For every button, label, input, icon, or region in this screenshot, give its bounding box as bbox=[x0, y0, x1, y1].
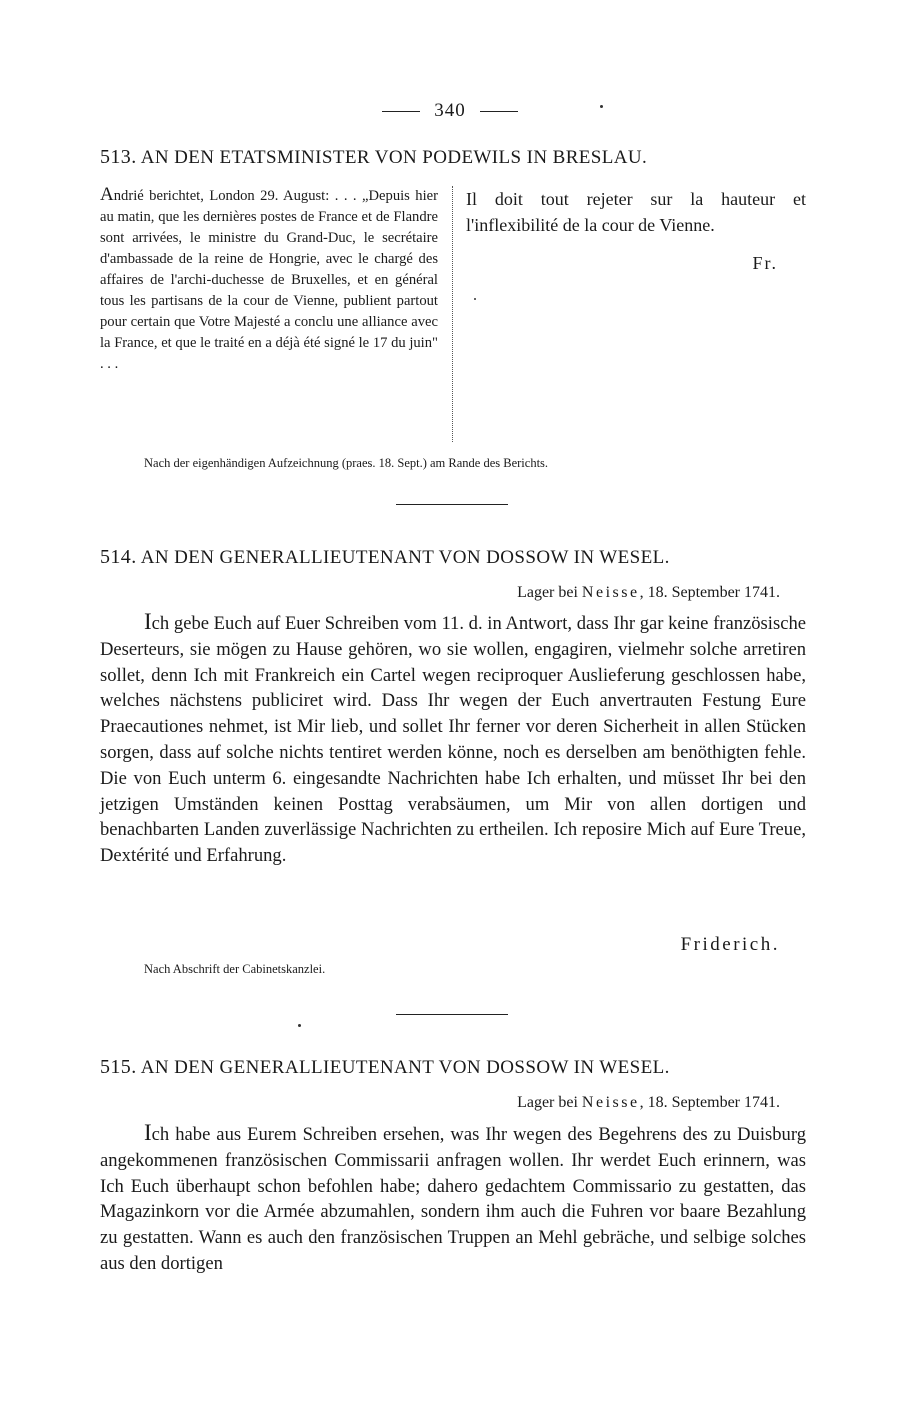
section-rule bbox=[396, 1014, 508, 1015]
letter-514-title: AN DEN GENERALLIEUTENANT VON DOSSOW IN WESEL. bbox=[140, 547, 670, 568]
section-rule bbox=[396, 504, 508, 505]
print-speck bbox=[600, 105, 603, 108]
letter-514-text: ch gebe Euch auf Euer Schreiben vom 11. d. in Antwort, dass Ihr gar keine französische Deserteurs, sie mögen zu Hause gehören, wo sie wollen, engagiren, vielmehr solche arretiren sollet, denn Ich mit Frankreich ein Cartel wegen reciproquer Auslieferung geschlossen habe, welches nächstens publiciret wird. Dass Ihr wegen der Euch anvertrauten Festung Eure Praecautiones nehmet, ist Mir lieb, und sollet Ihr ferner vor deren Sicherheit in allen Stücken sorgen, dass auf solche nichts tentiret werden könne, noch es derselben am benöthigten fehle. Die von Euch unterm 6. eingesandte Nachrichten habe Ich erhalten, und müsset Ihr bei den jetzigen Umständen keinen Posttag verabsäumen, um Mir von allen dortigen und benachbarten Landen zuverlässige Nachrichten zu ertheilen. Ich reposire Mich auf Eure Treue, Dextérité und Erfahrung. bbox=[100, 613, 806, 867]
page-number bbox=[0, 100, 900, 122]
letter-514-date-suffix: , 18. September 1741. bbox=[639, 584, 780, 601]
letter-514-body bbox=[100, 609, 806, 869]
letter-513-number: 513. bbox=[100, 146, 137, 168]
letter-515-number: 515. bbox=[100, 1056, 137, 1078]
letter-515-title: AN DEN GENERALLIEUTENANT VON DOSSOW IN WESEL. bbox=[140, 1057, 670, 1078]
letter-513-reply-column bbox=[466, 186, 806, 273]
letter-515-dateline bbox=[517, 1094, 780, 1112]
letter-515-date-prefix: Lager bei bbox=[517, 1094, 578, 1111]
letter-514-source-note: Nach Abschrift der Cabinetskanzlei. bbox=[144, 962, 326, 976]
letter-514-date-place: Neisse bbox=[581, 584, 640, 601]
letter-513-lead-letter: A bbox=[100, 184, 114, 205]
letter-513-title: AN DEN ETATSMINISTER VON PODEWILS IN BRESLAU. bbox=[140, 147, 648, 168]
letter-515-date-place: Neisse bbox=[581, 1094, 640, 1111]
letter-514-number: 514. bbox=[100, 546, 137, 568]
column-divider bbox=[452, 186, 453, 442]
letter-515-heading bbox=[100, 1056, 806, 1079]
page-number-dash-right bbox=[480, 111, 518, 112]
print-speck bbox=[298, 1024, 301, 1027]
letter-515-body bbox=[100, 1120, 806, 1277]
letter-513-heading bbox=[100, 146, 806, 169]
letter-513-report-text: ndrié berichtet, London 29. August: . . . „Depuis hier au matin, que les dernières postes de France et de Flandre sont arrivées, le ministre du Grand-Duc, le secrétaire d'ambassade de la reine de Hongrie, avec le chargé des affaires de l'archi-duchesse de Bruxelles, et en général tous les partisans de la cour de Vienne, publient partout pour certain que Votre Majesté a conclu une alliance avec la France, et que le traité en a déjà été signé le 17 du juin" . . . bbox=[100, 188, 438, 372]
page-number-dash-left bbox=[382, 111, 420, 112]
letter-514-signature: Friderich. bbox=[680, 934, 780, 955]
letter-515-text: ch habe aus Eurem Schreiben ersehen, was Ihr wegen des Begehrens des zu Duisburg angekommenen französischen Commissarii anfragen wollen. Ihr werdet Euch erinnern, was Ich Euch überhaupt schon befohlen habe; dahero gedachtem Commissario zu gestatten, das Magazinkorn vor die Armée abzumahlen, sondern ihm auch die Fuhren vor baare Bezahlung zu gestatten. Wann es auch den französischen Truppen an Mehl gebräche, und selbige solches aus den dortigen bbox=[100, 1124, 806, 1274]
letter-515-lead-letter: I bbox=[144, 1120, 152, 1145]
letter-514-heading bbox=[100, 546, 806, 569]
letter-513-reply-text: Il doit tout rejeter sur la hauteur et l'inflexibilité de la cour de Vienne. bbox=[466, 189, 806, 235]
letter-515-date-suffix: , 18. September 1741. bbox=[639, 1094, 780, 1111]
letter-513-signature: Fr. bbox=[752, 253, 778, 273]
letter-513-report-column bbox=[100, 184, 438, 375]
letter-514-date-prefix: Lager bei bbox=[517, 584, 578, 601]
letter-514-lead-letter: I bbox=[144, 609, 152, 634]
page-number-value: 340 bbox=[434, 100, 466, 121]
print-speck bbox=[474, 298, 476, 300]
letter-514-dateline bbox=[517, 584, 780, 602]
letter-513-columns bbox=[100, 184, 806, 444]
letter-513-source-note: Nach der eigenhändigen Aufzeichnung (praes. 18. Sept.) am Rande des Berichts. bbox=[144, 456, 549, 470]
